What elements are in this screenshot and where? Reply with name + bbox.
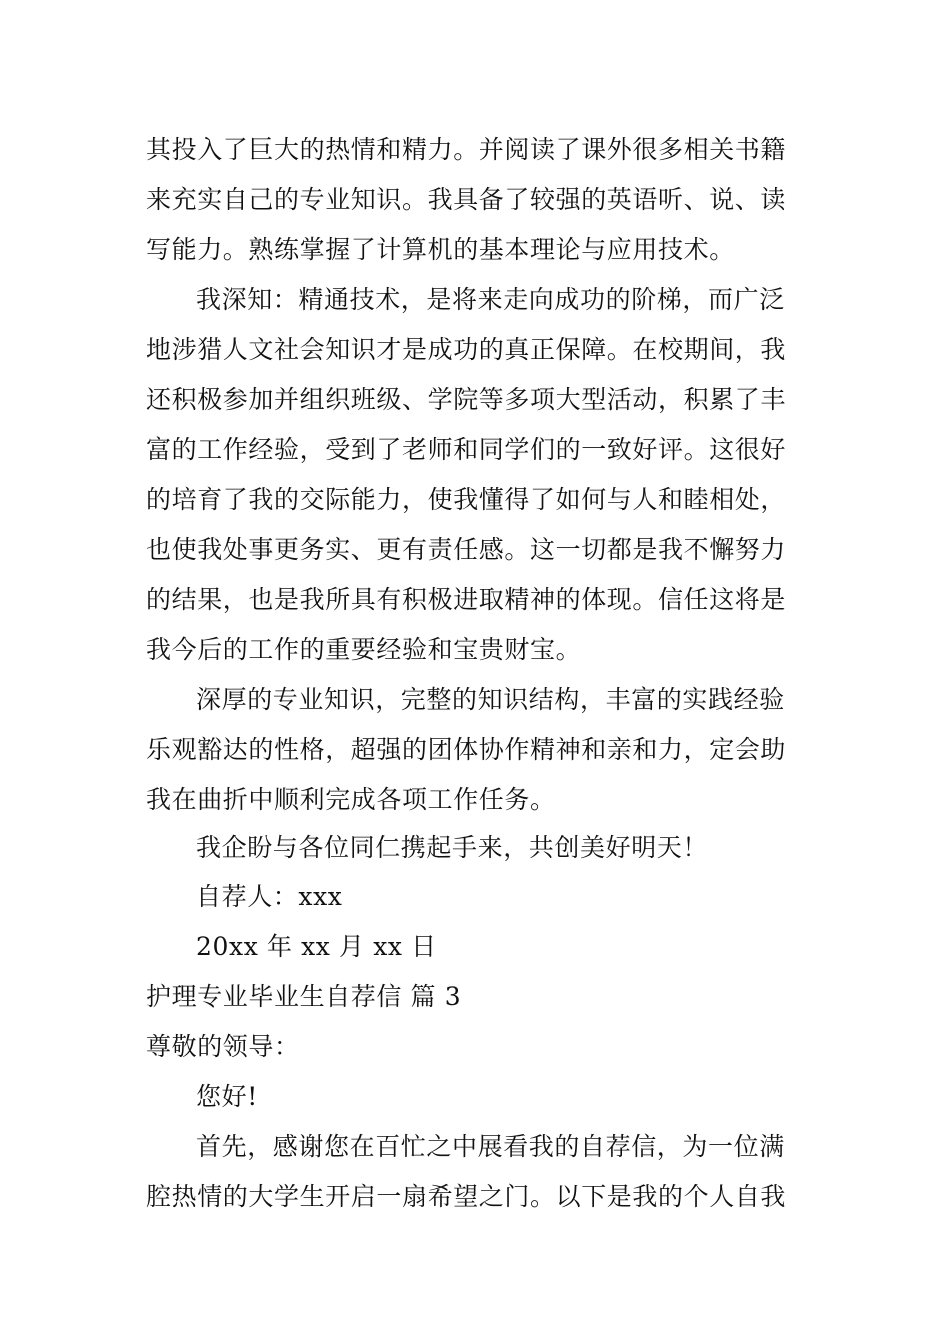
paragraph-start-line: 首先，感谢您在百忙之中展看我的自荐信，为一位满 [196, 1132, 785, 1161]
salutation-line: 尊敬的领导： [146, 1032, 300, 1061]
text-line: 的培育了我的交际能力，使我懂得了如何与人和睦相处， [146, 485, 787, 514]
text-line: 写能力。熟练掌握了计算机的基本理论与应用技术。 [146, 235, 735, 264]
text-line: 来充实自己的专业知识。我具备了较强的英语听、说、读 [146, 185, 787, 214]
text-line: 乐观豁达的性格，超强的团体协作精神和亲和力，定会助 [146, 735, 787, 764]
text-line: 地涉猎人文社会知识才是成功的真正保障。在校期间，我 [146, 335, 787, 364]
text-line: 腔热情的大学生开启一扇希望之门。以下是我的个人自我 [146, 1182, 787, 1211]
date-line: 20xx 年 xx 月 xx 日 [196, 932, 437, 961]
text-line: 的结果，也是我所具有积极进取精神的体现。信任这将是 [146, 585, 787, 614]
text-line: 其投入了巨大的热情和精力。并阅读了课外很多相关书籍 [146, 135, 787, 164]
text-line: 我在曲折中顺利完成各项工作任务。 [146, 785, 556, 814]
greeting-line: 您好! [196, 1082, 258, 1111]
signature-line: 自荐人：xxx [196, 882, 343, 911]
text-line: 我今后的工作的重要经验和宝贵财宝。 [146, 635, 582, 664]
text-line: 富的工作经验，受到了老师和同学们的一致好评。这很好 [146, 435, 787, 464]
paragraph-start-line: 我深知：精通技术，是将来走向成功的阶梯，而广泛 [196, 285, 785, 314]
text-line: 还积极参加并组织班级、学院等多项大型活动，积累了丰 [146, 385, 787, 414]
closing-line: 我企盼与各位同仁携起手来，共创美好明天！ [196, 833, 709, 862]
text-line: 也使我处事更务实、更有责任感。这一切都是我不懈努力 [146, 535, 787, 564]
section-heading: 护理专业毕业生自荐信 篇 3 [146, 982, 462, 1011]
paragraph-start-line: 深厚的专业知识，完整的知识结构，丰富的实践经验 [196, 685, 785, 714]
